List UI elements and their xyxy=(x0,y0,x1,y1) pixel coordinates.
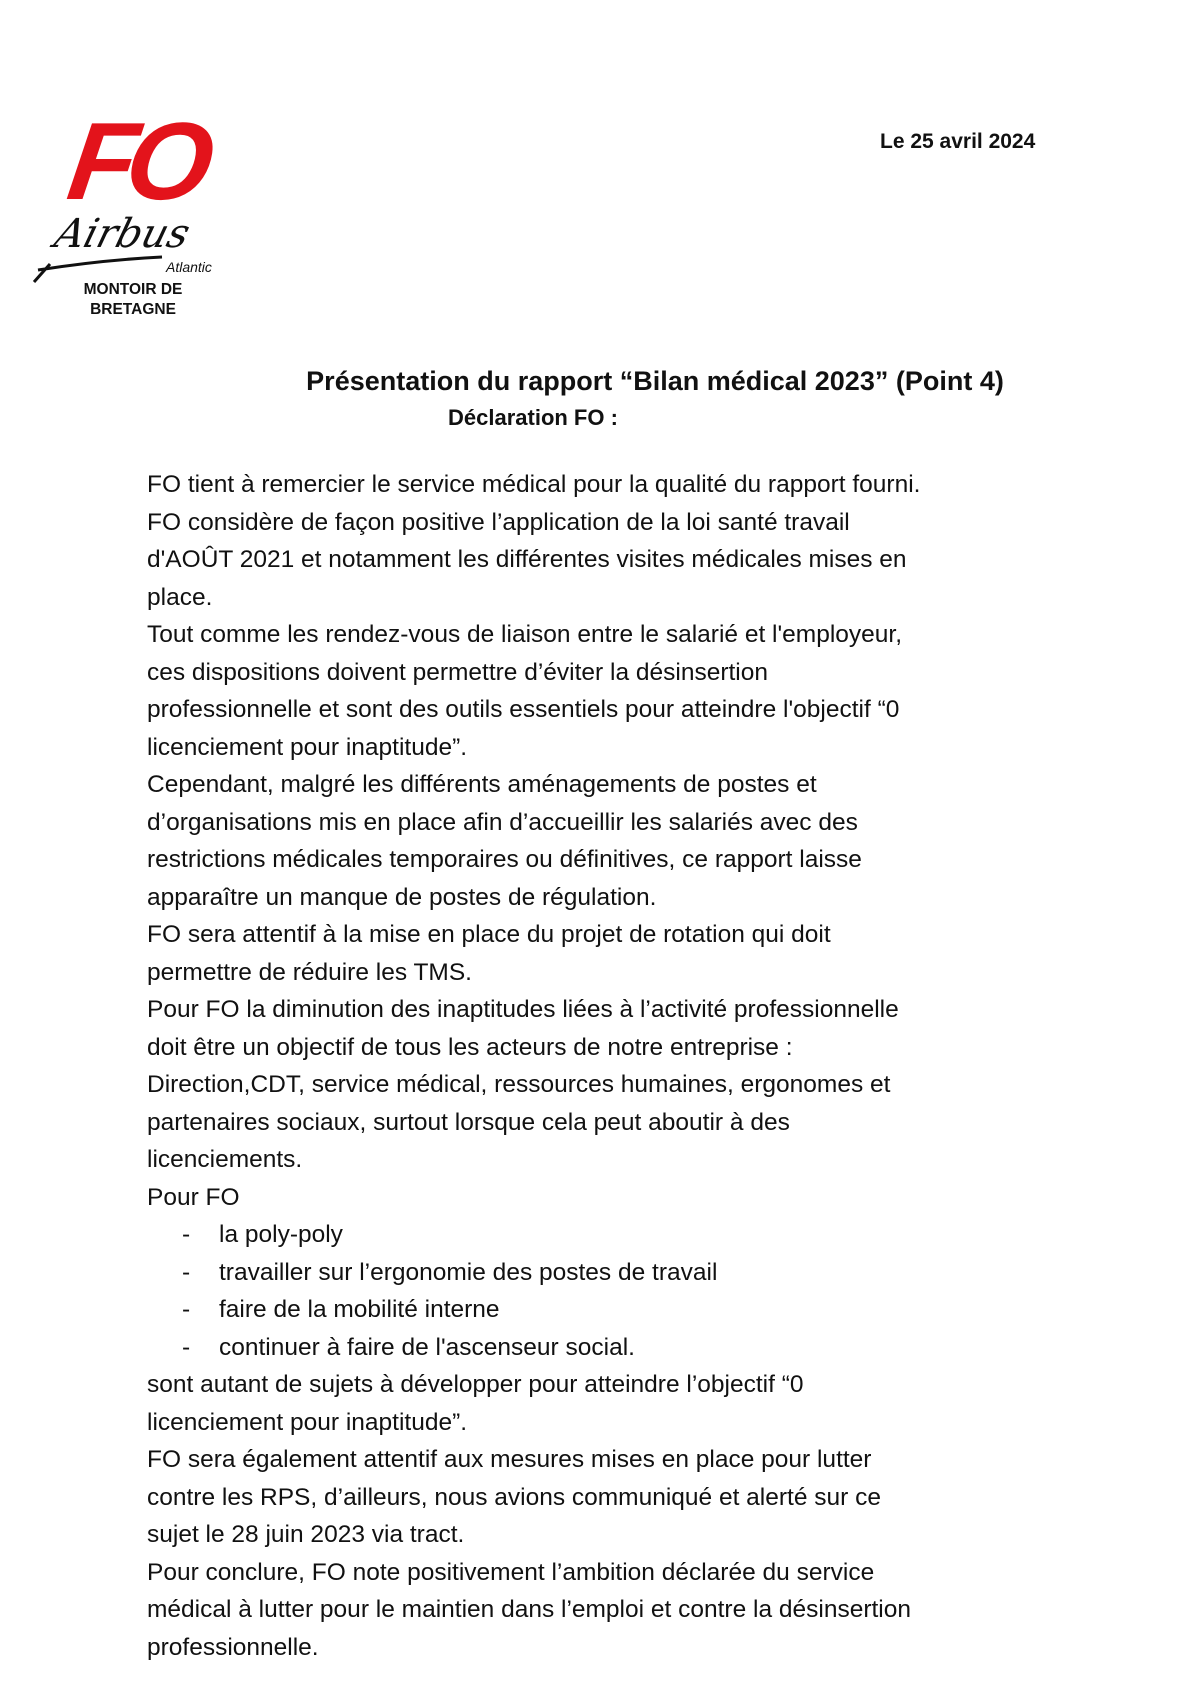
body-line: Pour FO xyxy=(147,1183,240,1211)
body-line: licenciement pour inaptitude”. xyxy=(147,1408,468,1436)
body-line: FO tient à remercier le service médical pour la qualité du rapport fourni. xyxy=(147,471,921,498)
bullet-text: travailler sur l’ergonomie des postes de travail xyxy=(219,1258,718,1286)
body-line: sujet le 28 juin 2023 via tract. xyxy=(147,1521,465,1548)
body-line: partenaires sociaux, surtout lorsque cela peut aboutir à des xyxy=(147,1108,790,1136)
body-line: professionnelle. xyxy=(147,1633,319,1661)
bullet-text: continuer à faire de l'ascenseur social. xyxy=(219,1333,635,1361)
body-line: restrictions médicales temporaires ou définitives, ce rapport laisse xyxy=(147,846,862,873)
document-title: Présentation du rapport “Bilan médical 2023” (Point 4) xyxy=(306,366,1004,396)
body-line: médical à lutter pour le maintien dans l’emploi et contre la désinsertion xyxy=(147,1596,911,1623)
document-body xyxy=(147,466,1087,1666)
logo-airbus-text: Airbus xyxy=(49,211,195,257)
logo-site-line1: MONTOIR DE xyxy=(83,281,183,298)
document-date: Le 25 avril 2024 xyxy=(880,130,1036,153)
body-line: place. xyxy=(147,583,213,611)
body-line: licenciement pour inaptitude”. xyxy=(147,733,468,761)
bullet-text: faire de la mobilité interne xyxy=(219,1296,500,1323)
logo-fo-text: FO xyxy=(61,100,212,223)
body-line: Cependant, malgré les différents aménagements de postes et xyxy=(147,771,817,798)
body-line: d'AOÛT 2021 et notamment les différentes visites médicales mises en xyxy=(147,546,907,573)
bullet-text: la poly-poly xyxy=(219,1221,343,1248)
bullet-item xyxy=(147,1329,1087,1367)
body-line: sont autant de sujets à développer pour atteindre l’objectif “0 xyxy=(147,1371,804,1398)
bullet-dash: - xyxy=(182,1258,191,1286)
body-line: Direction,CDT, service médical, ressources humaines, ergonomes et xyxy=(147,1071,891,1098)
body-line: doit être un objectif de tous les acteurs de notre entreprise : xyxy=(147,1033,793,1061)
logo-atlantic-text: Atlantic xyxy=(166,259,212,275)
bullet-dash: - xyxy=(182,1221,191,1248)
body-line: FO sera attentif à la mise en place du projet de rotation qui doit xyxy=(147,921,831,948)
logo-site-line2: BRETAGNE xyxy=(90,301,176,318)
bullet-dash: - xyxy=(182,1296,191,1323)
body-line: apparaître un manque de postes de régulation. xyxy=(147,883,657,911)
body-line: FO considère de façon positive l’application de la loi santé travail xyxy=(147,508,850,536)
bullet-item xyxy=(147,1291,1087,1329)
body-line: Pour FO la diminution des inaptitudes liées à l’activité professionnelle xyxy=(147,996,899,1023)
body-line: Tout comme les rendez-vous de liaison entre le salarié et l'employeur, xyxy=(147,621,903,648)
body-line: FO sera également attentif aux mesures mises en place pour lutter xyxy=(147,1446,872,1473)
bullet-item xyxy=(147,1216,1087,1254)
body-line: permettre de réduire les TMS. xyxy=(147,958,472,986)
body-line: ces dispositions doivent permettre d’éviter la désinsertion xyxy=(147,658,768,686)
body-line: d’organisations mis en place afin d’accueillir les salariés avec des xyxy=(147,808,858,836)
body-line: licenciements. xyxy=(147,1146,303,1173)
bullet-dash: - xyxy=(182,1333,191,1361)
document-subtitle: Déclaration FO : xyxy=(448,405,618,430)
bullet-item xyxy=(147,1254,1087,1292)
fo-airbus-logo xyxy=(28,100,228,326)
body-line: contre les RPS, d’ailleurs, nous avions communiqué et alerté sur ce xyxy=(147,1483,881,1511)
body-line: professionnelle et sont des outils essentiels pour atteindre l'objectif “0 xyxy=(147,696,900,723)
logo-site xyxy=(68,280,198,320)
body-line: Pour conclure, FO note positivement l’ambition déclarée du service xyxy=(147,1558,875,1586)
